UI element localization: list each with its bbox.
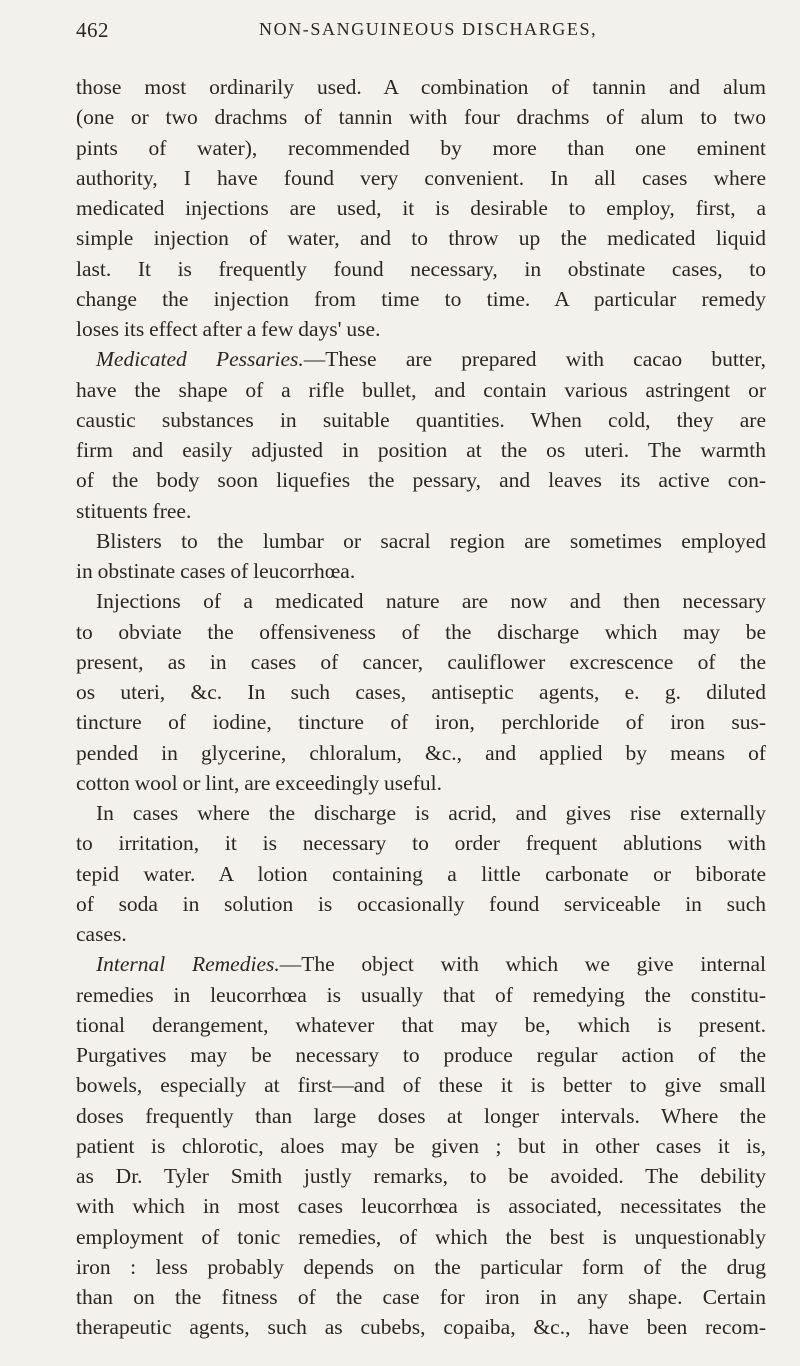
text-line-continuation: —The object with which we give internal [279, 952, 766, 977]
text-line: loses its effect after a few days' use. [76, 317, 381, 341]
text-line: change the injection from time to time. A particular remedy [76, 286, 766, 311]
text-line: (one or two drachms of tannin with four drachms of alum to two [76, 105, 766, 130]
text-line: iron : less probably depends on the particular form of the drug [76, 1254, 766, 1279]
text-line: of the body soon liquefies the pessary, and leaves its active con- [76, 468, 766, 493]
text-line [76, 949, 766, 979]
text-line: of soda in solution is occasionally found serviceable in such [76, 891, 766, 916]
text-line: than on the fitness of the case for iron in any shape. Certain [76, 1285, 766, 1309]
text-line: tional derangement, whatever that may be, which is present. [76, 1012, 766, 1037]
text-line: last. It is frequently found necessary, in obstinate cases, to [76, 256, 766, 281]
text-line [76, 344, 766, 374]
text-line: in obstinate cases of leucorrhœa. [76, 559, 356, 583]
text-line: employment of tonic remedies, of which the best is unquestionably [76, 1224, 766, 1249]
text-line: pended in glycerine, chloralum, &c., and applied by means of [76, 740, 766, 765]
text-line: those most ordinarily used. A combination of tannin and alum [76, 75, 766, 99]
text-line: cases. [76, 922, 127, 946]
text-line: cotton wool or lint, are exceedingly useful. [76, 770, 442, 795]
text-line: have the shape of a rifle bullet, and contain various astringent or [76, 377, 766, 402]
text-line: tincture of iodine, tincture of iron, perchloride of iron sus- [76, 710, 766, 735]
text-line: with which in most cases leucorrhœa is associated, necessitates the [76, 1194, 766, 1219]
text-line: medicated injections are used, it is desirable to employ, first, a [76, 196, 766, 220]
text-line: caustic substances in suitable quantities. When cold, they are [76, 407, 766, 432]
text-line: In cases where the discharge is acrid, and gives rise externally [96, 801, 766, 825]
text-line: stituents free. [76, 498, 192, 523]
text-line: patient is chlorotic, aloes may be given ; but in other cases it is, [76, 1133, 766, 1158]
text-line: remedies in leucorrhœa is usually that of remedying the constitu- [76, 982, 766, 1007]
text-line: authority, I have found very convenient. In all cases where [76, 165, 766, 190]
text-line: pints of water), recommended by more than one eminent [76, 135, 766, 160]
text-line: tepid water. A lotion containing a little carbonate or biborate [76, 861, 766, 886]
text-line: Blisters to the lumbar or sacral region are sometimes employed [96, 528, 766, 553]
page-number: 462 [76, 18, 109, 42]
text-line: bowels, especially at first—and of these it is better to give small [76, 1073, 766, 1098]
text-line-continuation: —These are prepared with cacao butter, [303, 347, 766, 372]
text-line: to obviate the offensiveness of the discharge which may be [76, 619, 766, 644]
text-line: os uteri, &c. In such cases, antiseptic agents, e. g. diluted [76, 680, 766, 704]
text-line: simple injection of water, and to throw up the medicated liquid [76, 226, 766, 251]
body-text [76, 72, 766, 1343]
text-line: to irritation, it is necessary to order frequent ablutions with [76, 831, 766, 856]
text-line: Injections of a medicated nature are now and then necessary [96, 589, 766, 614]
text-line: Purgatives may be necessary to produce regular action of the [76, 1043, 766, 1067]
page-header [76, 16, 768, 50]
text-line: present, as in cases of cancer, cauliflower excrescence of the [76, 649, 766, 674]
text-line: doses frequently than large doses at longer intervals. Where the [76, 1103, 766, 1128]
text-line: firm and easily adjusted in position at the os uteri. The warmth [76, 438, 766, 462]
text-line: therapeutic agents, such as cubebs, copaiba, &c., have been recom- [76, 1315, 766, 1340]
section-heading-internal-remedies: Internal Remedies. [96, 952, 280, 977]
section-heading-medicated-pessaries: Medicated Pessaries. [96, 347, 304, 372]
text-line: as Dr. Tyler Smith justly remarks, to be avoided. The debility [76, 1164, 766, 1188]
running-head: NON-SANGUINEOUS DISCHARGES, [259, 19, 598, 39]
